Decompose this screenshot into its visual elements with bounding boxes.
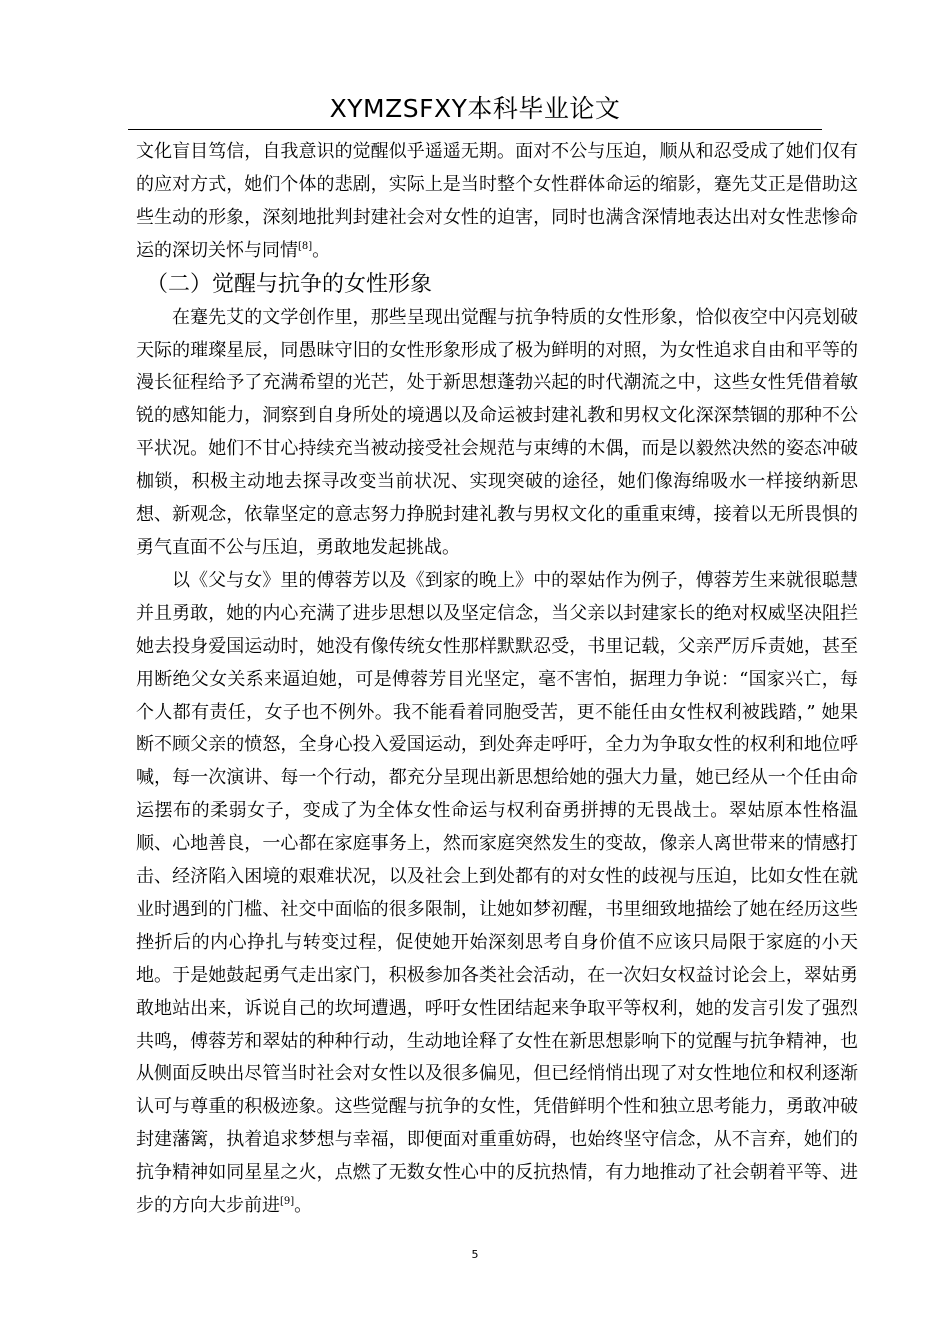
paragraph-end: 。 [294, 1195, 313, 1217]
section-heading: （二）觉醒与抗争的女性形象 [146, 271, 433, 297]
paragraph-continuation [136, 136, 858, 268]
paragraph-awakening-intro: 在蹇先艾的文学创作里，那些呈现出觉醒与抗争特质的女性形象，恰似夜空中闪亮划破天际的璀璨星辰，同愚昧守旧的女性形象形成了极为鲜明的对照，为女性追求自由和平等的漫长征程给予了充满希望的光芒，处于新思想蓬勃兴起的时代潮流之中，这些女性凭借着敏锐的感知能力，洞察到自身所处的境遇以及命运被封建礼教和男权文化深深禁锢的那种不公平状况。她们不甘心持续充当被动接受社会规范与束缚的木偶，而是以毅然决然的姿态冲破枷锁，积极主动地去探寻改变当前状况、实现突破的途径，她们像海绵吸水一样接纳新思想、新观念，依靠坚定的意志努力挣脱封建礼教与男权文化的重重束缚，接着以无所畏惧的勇气直面不公与压迫，勇敢地发起挑战。 [136, 306, 858, 558]
citation-ref: [9] [280, 1196, 295, 1208]
header-divider [128, 129, 822, 130]
page-number: 5 [471, 1248, 479, 1261]
paragraph-text: 文化盲目笃信，自我意识的觉醒似乎遥遥无期。面对不公与压迫，顺从和忍受成了她们仅有的应对方式，她们个体的悲剧，实际上是当时整个女性群体命运的缩影，蹇先艾正是借助这些生动的形象，深刻地批判封建社会对女性的迫害，同时也满含深情地表达出对女性悲惨命运的深切关怀与同情 [136, 141, 858, 261]
document-body [136, 136, 858, 1223]
citation-ref: [8] [298, 240, 313, 252]
paragraph-examples [136, 565, 858, 1223]
paragraph-end: 。 [312, 239, 331, 261]
paragraph-text: 以《父与女》里的傅蓉芳以及《到家的晚上》中的翠姑作为例子，傅蓉芳生来就很聪慧并且勇敢，她的内心充满了进步思想以及坚定信念，当父亲以封建家长的绝对权威坚决阻拦她去投身爱国运动时，她没有像传统女性那样默默忍受，书里记载，父亲严厉斥责她，甚至用断绝父女关系来逼迫她，可是傅蓉芳目光坚定，毫不害怕，据理力争说：“国家兴亡，每个人都有责任，女子也不例外。我不能看着同胞受苦，更不能任由女性权利被践踏，” 她果断不顾父亲的愤怒，全身心投入爱国运动，到处奔走呼吁，全力为争取女性的权利和地位呼喊，每一次演讲、每一个行动，都充分呈现出新思想给她的强大力量，她已经从一个任由命运摆布的柔弱女子，变成了为全体女性命运与权利奋勇拼搏的无畏战士。翠姑原本性格温顺、心地善良，一心都在家庭事务上，然而家庭突然发生的变故，像亲人离世带来的情感打击、经济陷入困境的艰难状况，以及社会上到处都有的对女性的歧视与压迫，比如女性在就业时遇到的门槛、社交中面临的很多限制，让她如梦初醒，书里细致地描绘了她在经历这些挫折后的内心挣扎与转变过程，促使她开始深刻思考自身价值不应该只局限于家庭的小天地。于是她鼓起勇气走出家门，积极参加各类社会活动，在一次妇女权益讨论会上，翠姑勇敢地站出来，诉说自己的坎坷遭遇，呼吁女性团结起来争取平等权利，她的发言引发了强烈共鸣，傅蓉芳和翠姑的种种行动，生动地诠释了女性在新思想影响下的觉醒与抗争精神，也从侧面反映出尽管当时社会对女性以及很多偏见，但已经悄悄出现了对女性地位和权利逐渐认可与尊重的积极迹象。这些觉醒与抗争的女性，凭借鲜明个性和独立思考能力，勇敢冲破封建藩篱，执着追求梦想与幸福，即便面对重重妨碍，也始终坚守信念，从不言弃，她们的抗争精神如同星星之火，点燃了无数女性心中的反抗热情，有力地推动了社会朝着平等、进步的方向大步前进 [136, 569, 858, 1217]
page-header-title: XYMZSFXY本科毕业论文 [329, 94, 621, 123]
